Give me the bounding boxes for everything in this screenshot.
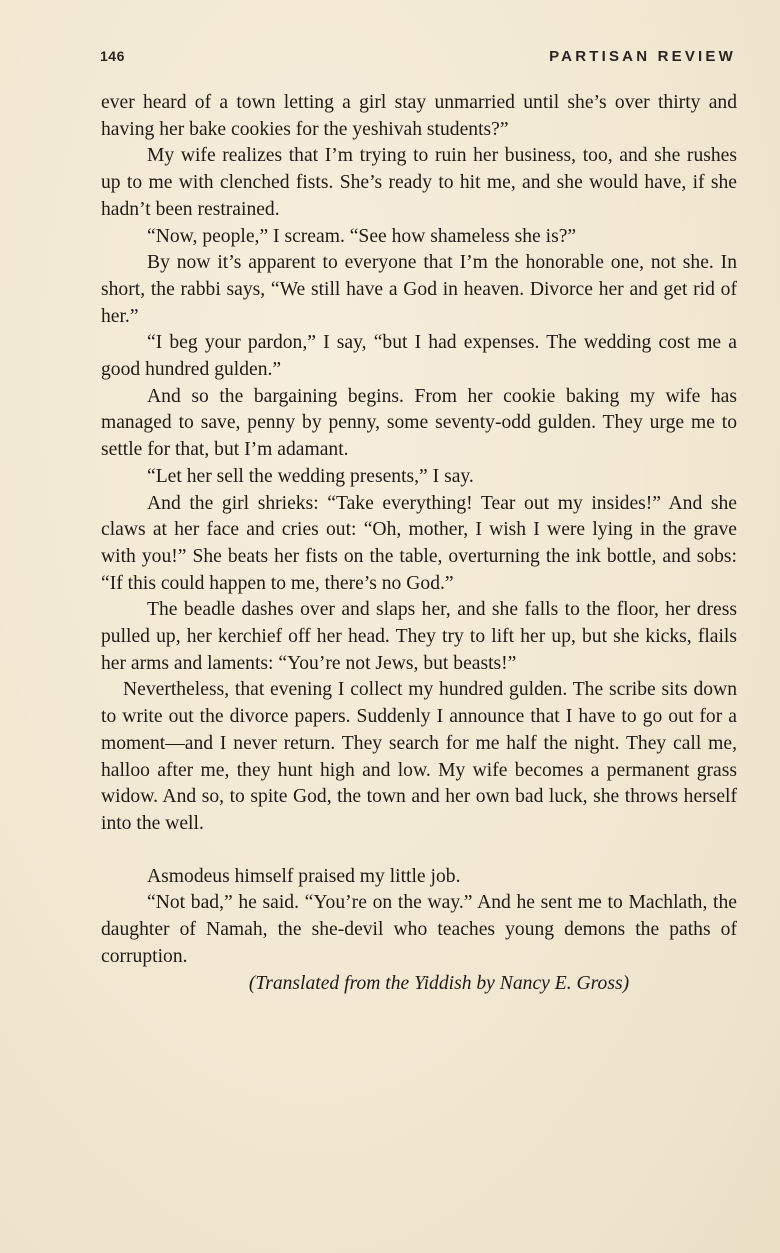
paragraph: By now it’s apparent to everyone that I’m the honorable one, not she. In short, the rabbi says, “We still have a God in heaven. Divorce her and get rid of her.” xyxy=(101,252,737,327)
paragraph: Nevertheless, that evening I collect my hundred gulden. The scribe sits down to write out the divorce papers. Suddenly I announce that I have to go out for a moment—and I never return. They search for me half the night. They call me, halloo after me, they hunt high and low. My wife becomes a permanent grass widow. And so, to spite God, the town and her own bad luck, she throws herself into the well. xyxy=(101,679,737,834)
paragraph: My wife realizes that I’m trying to ruin her business, too, and she rushes up to me with clenched fists. She’s ready to hit me, and she would have, if she hadn’t been restrained. xyxy=(101,145,737,220)
paragraph: And the girl shrieks: “Take everything! Tear out my insides!” And she claws at her face and cries out: “Oh, mother, I wish I were lying in the grave with you!” She beats her fists on the table, overturning the ink bottle, and sobs: “If this could happen to me, there’s no God.” xyxy=(101,492,737,594)
page-number: 146 xyxy=(100,48,125,64)
paragraph: ever heard of a town letting a girl stay unmarried until she’s over thirty and having her bake cookies for the yeshivah students?” xyxy=(101,92,737,140)
paragraph: “I beg your pardon,” I say, “but I had expenses. The wedding cost me a good hundred gulden.” xyxy=(101,332,737,381)
story-text xyxy=(101,90,737,997)
paragraph: And so the bargaining begins. From her cookie baking my wife has managed to save, penny by penny, some seventy-odd gulden. They urge me to settle for that, but I’m adamant. xyxy=(101,385,737,461)
page-header xyxy=(100,48,736,72)
running-title: PARTISAN REVIEW xyxy=(549,48,736,65)
translation-credit: (Translated from the Yiddish by Nancy E. Gross) xyxy=(248,972,630,994)
paragraph: “Now, people,” I scream. “See how shameless she is?” xyxy=(147,225,577,247)
paragraph: The beadle dashes over and slaps her, and she falls to the floor, her dress pulled up, her kerchief off her head. They try to lift her up, but she kicks, flails her arms and laments: “You’re not Jews, but beasts!” xyxy=(101,599,737,674)
paragraph: “Let her sell the wedding presents,” I say. xyxy=(147,465,474,487)
paragraph: Asmodeus himself praised my little job. xyxy=(147,865,461,887)
paragraph: “Not bad,” he said. “You’re on the way.” And he sent me to Machlath, the daughter of Namah, the she-devil who teaches young demons the paths of corruption. xyxy=(101,892,737,967)
